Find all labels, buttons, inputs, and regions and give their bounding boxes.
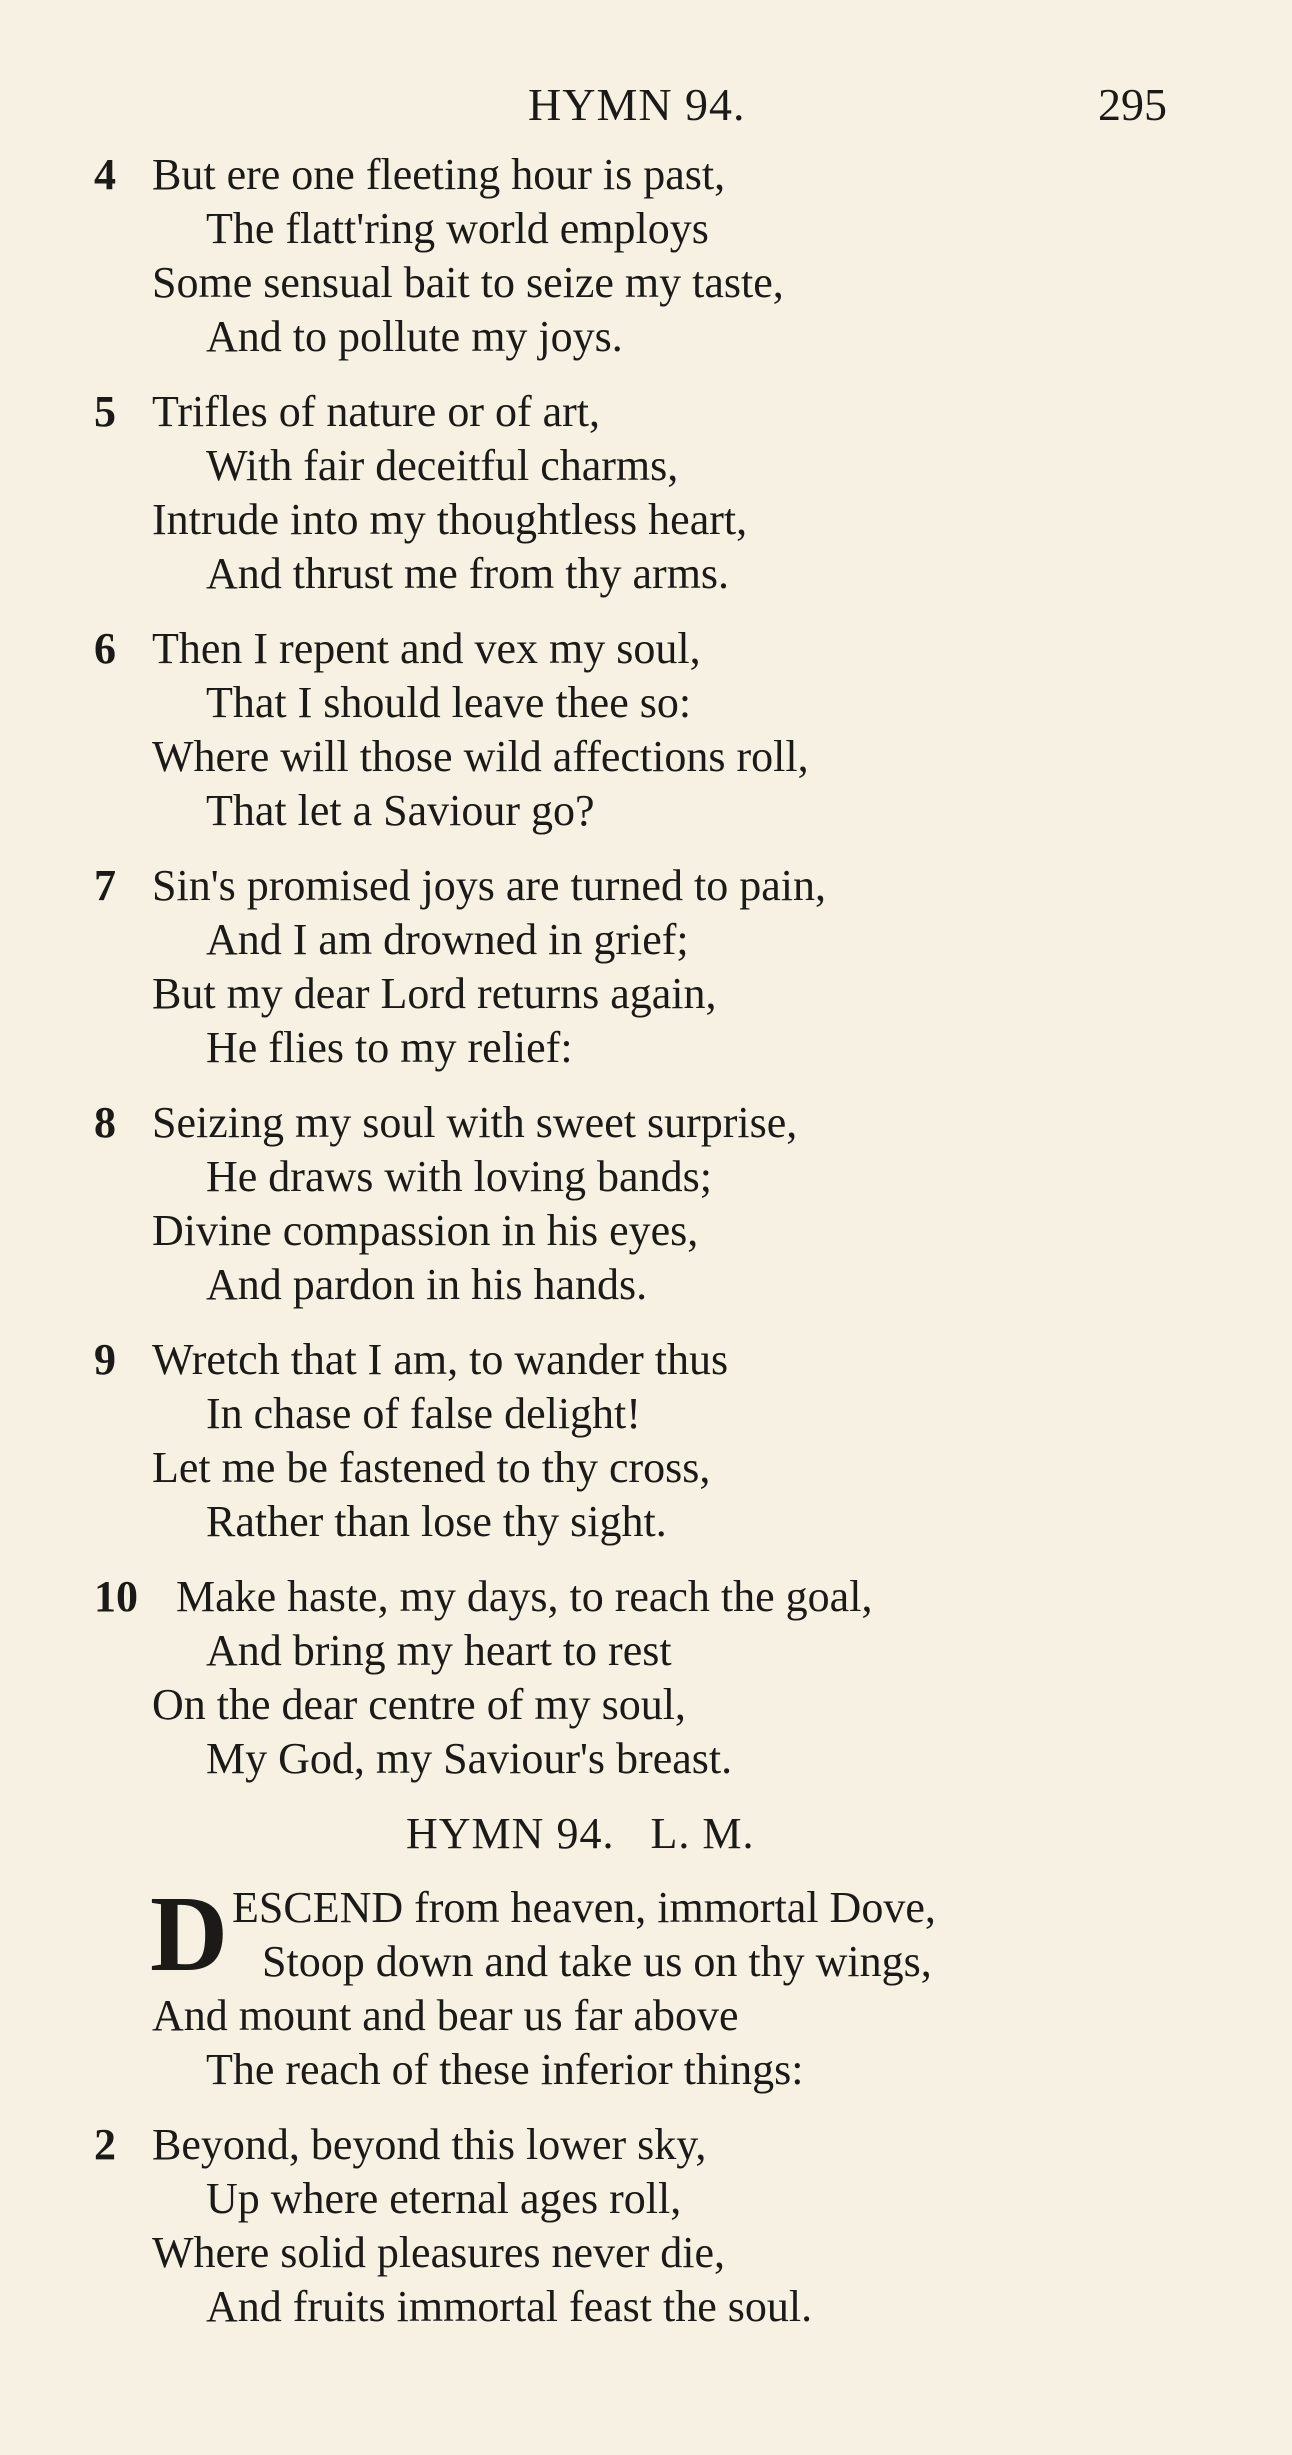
verse-line bbox=[0, 622, 1292, 676]
verse-line bbox=[0, 2226, 1292, 2280]
verse-line bbox=[0, 256, 1292, 310]
verse-text: Stoop down and take us on thy wings, bbox=[262, 1937, 932, 1986]
verse-line bbox=[0, 1989, 1292, 2043]
hymn2-stanza-2 bbox=[0, 2118, 1292, 2334]
verse-line bbox=[0, 202, 1292, 256]
stanza-number: 10 bbox=[94, 1572, 138, 1621]
verse-line bbox=[0, 1570, 1292, 1624]
verse-text: And thrust me from thy arms. bbox=[206, 549, 730, 598]
running-title: HYMN 94. bbox=[528, 79, 746, 130]
verse-line bbox=[0, 1678, 1292, 1732]
verse-line bbox=[0, 2172, 1292, 2226]
verse-text: On the dear centre of my soul, bbox=[152, 1680, 686, 1729]
verse-text: My God, my Saviour's breast. bbox=[206, 1734, 733, 1783]
verse-text: Where will those wild affections roll, bbox=[152, 732, 809, 781]
verse-text: The reach of these inferior things: bbox=[206, 2045, 804, 2094]
verse-line bbox=[0, 148, 1292, 202]
verse-text: Intrude into my thoughtless heart, bbox=[152, 495, 748, 544]
stanza-number: 4 bbox=[94, 150, 116, 199]
verse-text: Seizing my soul with sweet surprise, bbox=[152, 1098, 798, 1147]
verse-text: ESCEND from heaven, immortal Dove, bbox=[232, 1883, 936, 1932]
verse-text: Then I repent and vex my soul, bbox=[152, 624, 701, 673]
verse-text: With fair deceitful charms, bbox=[206, 441, 679, 490]
verse-text: Up where eternal ages roll, bbox=[206, 2174, 682, 2223]
verse-text: That let a Saviour go? bbox=[206, 786, 595, 835]
verse-text: Beyond, beyond this lower sky, bbox=[152, 2120, 707, 2169]
verse-text: And fruits immortal feast the soul. bbox=[206, 2282, 813, 2331]
verse-text: Rather than lose thy sight. bbox=[206, 1497, 667, 1546]
stanza-number: 5 bbox=[94, 387, 116, 436]
stanza-number: 8 bbox=[94, 1098, 116, 1147]
stanza-9 bbox=[0, 1333, 1292, 1549]
verse-text: Sin's promised joys are turned to pain, bbox=[152, 861, 826, 910]
verse-line bbox=[0, 1204, 1292, 1258]
verse-line bbox=[0, 547, 1292, 601]
verse-text: In chase of false delight! bbox=[206, 1389, 641, 1438]
verse-line bbox=[0, 784, 1292, 838]
verse-line bbox=[0, 2280, 1292, 2334]
stanza-5 bbox=[0, 385, 1292, 601]
verse-text: And I am drowned in grief; bbox=[206, 915, 689, 964]
verse-line bbox=[0, 1258, 1292, 1312]
verse-text: The flatt'ring world employs bbox=[206, 204, 709, 253]
hymn-heading bbox=[0, 1801, 1292, 1867]
stanza-8 bbox=[0, 1096, 1292, 1312]
hymn2-stanza-1 bbox=[0, 1875, 1292, 2097]
verse-line bbox=[0, 676, 1292, 730]
verse-text: But my dear Lord returns again, bbox=[152, 969, 717, 1018]
stanza-6 bbox=[0, 622, 1292, 838]
running-head bbox=[0, 78, 1292, 138]
verse-line bbox=[0, 1387, 1292, 1441]
verse-line bbox=[0, 1333, 1292, 1387]
verse-line bbox=[0, 1935, 1292, 1989]
hymn-text bbox=[0, 148, 1292, 2355]
verse-line bbox=[0, 1021, 1292, 1075]
verse-text: Where solid pleasures never die, bbox=[152, 2228, 725, 2277]
verse-text: And bring my heart to rest bbox=[206, 1626, 672, 1675]
verse-text: Make haste, my days, to reach the goal, bbox=[176, 1572, 873, 1621]
verse-text: And mount and bear us far above bbox=[152, 1991, 739, 2040]
page-number: 295 bbox=[1098, 79, 1167, 130]
verse-line bbox=[0, 730, 1292, 784]
verse-line bbox=[0, 2118, 1292, 2172]
verse-text: Some sensual bait to seize my taste, bbox=[152, 258, 784, 307]
verse-line bbox=[0, 967, 1292, 1021]
stanza-10 bbox=[0, 1570, 1292, 1786]
stanza-number: 7 bbox=[94, 861, 116, 910]
verse-text: But ere one fleeting hour is past, bbox=[152, 150, 726, 199]
verse-text: Trifles of nature or of art, bbox=[152, 387, 601, 436]
verse-text: That I should leave thee so: bbox=[206, 678, 692, 727]
stanza-number: 2 bbox=[94, 2120, 116, 2169]
verse-line bbox=[0, 1441, 1292, 1495]
verse-line bbox=[0, 310, 1292, 364]
verse-line bbox=[0, 859, 1292, 913]
verse-line bbox=[0, 1495, 1292, 1549]
verse-line bbox=[0, 1732, 1292, 1786]
verse-line bbox=[0, 1150, 1292, 1204]
verse-text: He draws with loving bands; bbox=[206, 1152, 712, 1201]
stanza-4 bbox=[0, 148, 1292, 364]
verse-text: Let me be fastened to thy cross, bbox=[152, 1443, 711, 1492]
verse-text: Wretch that I am, to wander thus bbox=[152, 1335, 729, 1384]
hymn-heading-text: HYMN 94. L. M. bbox=[406, 1809, 755, 1858]
verse-text: Divine compassion in his eyes, bbox=[152, 1206, 699, 1255]
verse-text: And to pollute my joys. bbox=[206, 312, 623, 361]
verse-text: He flies to my relief: bbox=[206, 1023, 573, 1072]
verse-line bbox=[0, 385, 1292, 439]
verse-line bbox=[0, 1096, 1292, 1150]
stanza-number: 6 bbox=[94, 624, 116, 673]
stanza-number: 9 bbox=[94, 1335, 116, 1384]
drop-cap: D bbox=[150, 1875, 228, 1994]
stanza-7 bbox=[0, 859, 1292, 1075]
verse-line bbox=[0, 2043, 1292, 2097]
verse-text: And pardon in his hands. bbox=[206, 1260, 648, 1309]
verse-line bbox=[0, 913, 1292, 967]
verse-line bbox=[0, 493, 1292, 547]
verse-line bbox=[0, 1624, 1292, 1678]
verse-line bbox=[0, 439, 1292, 493]
